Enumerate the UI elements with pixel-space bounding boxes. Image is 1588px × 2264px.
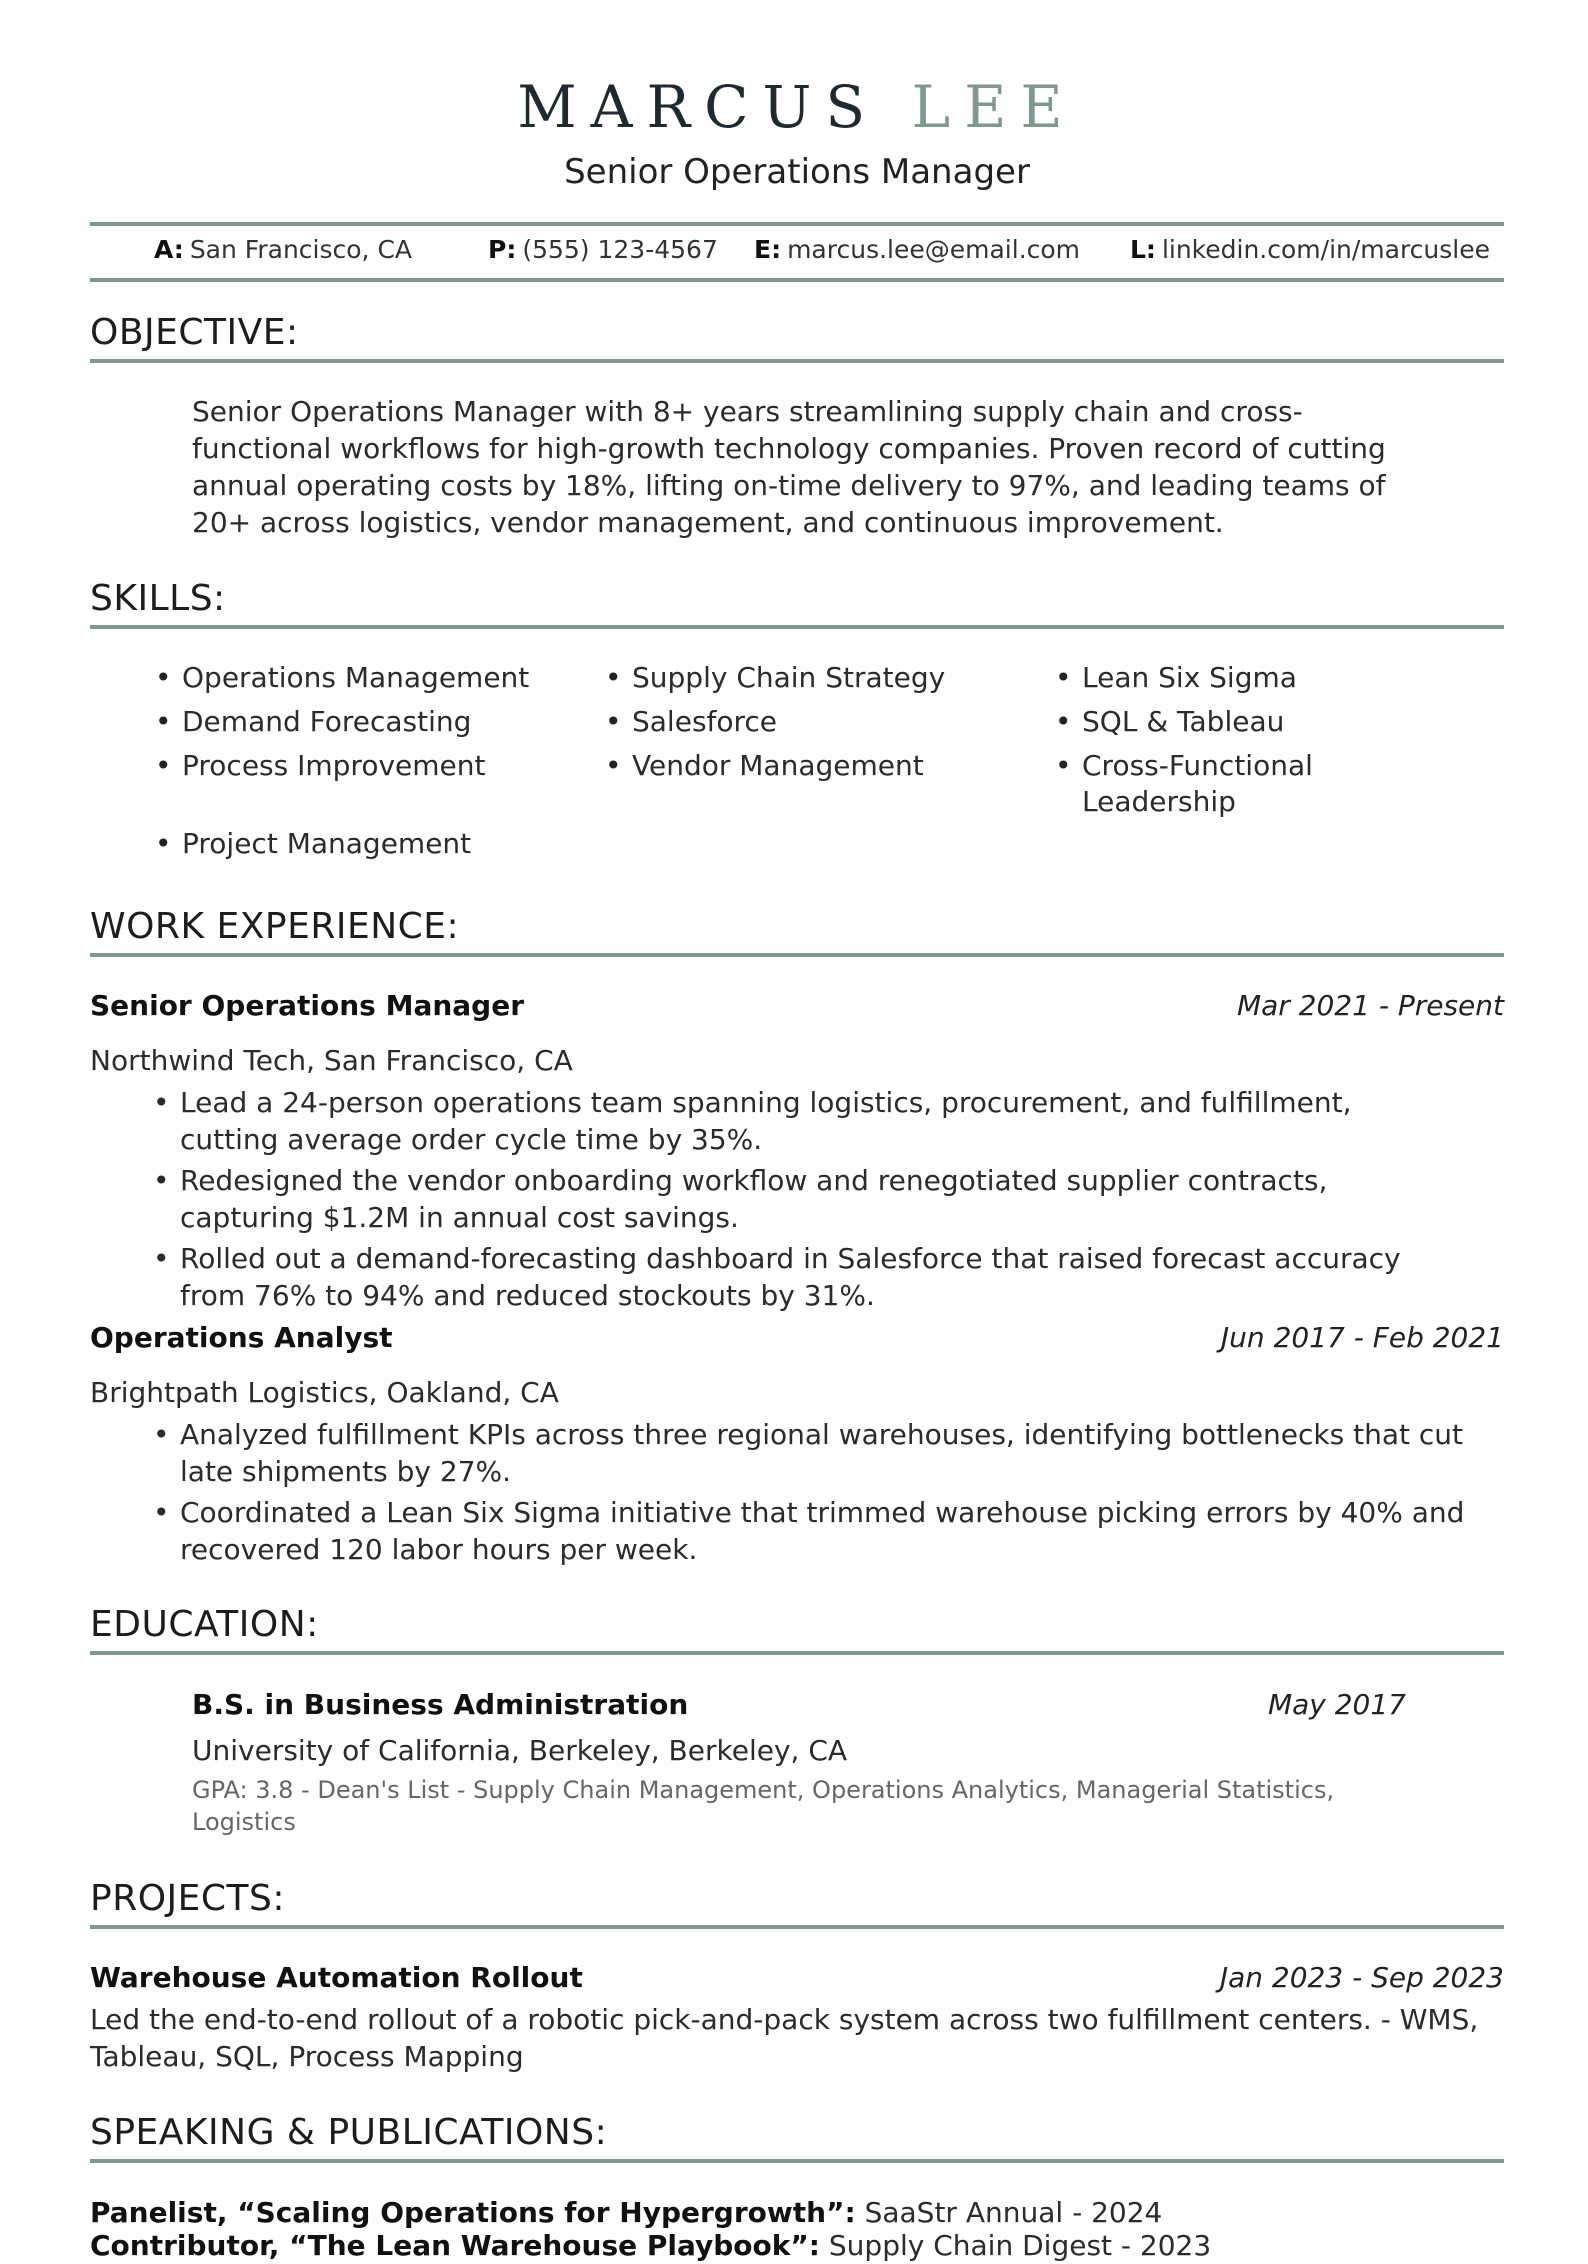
job-title: Operations Analyst	[90, 1321, 393, 1354]
experience-heading: WORK EXPERIENCE:	[90, 906, 460, 947]
projects-heading: PROJECTS:	[90, 1878, 286, 1919]
objective-rule	[90, 359, 1504, 363]
header-rule-top	[90, 222, 1504, 226]
objective-heading: OBJECTIVE:	[90, 312, 299, 353]
education-heading: EDUCATION:	[90, 1604, 319, 1645]
objective-text: Senior Operations Manager with 8+ years streamlining supply chain and cross- functional workflows for high-growth technology companies. Proven record of cutting annual operating costs by 18%, lifting on-time delivery to 97%, and leading teams of 20+ across logistics, vendor management, and continuous improvement.	[192, 395, 1386, 539]
skill-item-continued: Leadership	[1082, 785, 1236, 818]
speaking-heading: SPEAKING & PUBLICATIONS:	[90, 2112, 608, 2153]
skills-heading: SKILLS:	[90, 578, 226, 619]
education-school: University of California, Berkeley, Berkeley, CA	[192, 1734, 848, 1767]
job-bullet: • Lead a 24-person operations team spanning logistics, procurement, and fulfillment, cutting average order cycle time by 35%.	[90, 1084, 1450, 1158]
contact-bar	[90, 230, 1504, 270]
job-dates: Mar 2021 - Present	[1236, 989, 1504, 1022]
projects-rule	[90, 1925, 1504, 1929]
job-company: Brightpath Logistics, Oakland, CA	[90, 1376, 559, 1409]
job-company: Northwind Tech, San Francisco, CA	[90, 1044, 573, 1077]
contact-linkedin[interactable]: L: linkedin.com/in/marcuslee	[1130, 235, 1491, 264]
speaking-item: Contributor, “The Lean Warehouse Playbook”: Supply Chain Digest - 2023	[90, 2229, 1212, 2262]
job-bullets	[90, 1084, 1450, 1318]
skill-item: • Supply Chain Strategy	[632, 656, 945, 700]
skill-item: • SQL & Tableau	[1082, 700, 1284, 744]
job-title: Senior Operations Manager	[90, 989, 525, 1022]
experience-rule	[90, 953, 1504, 957]
skills-rule	[90, 625, 1504, 629]
skill-item: • Salesforce	[632, 700, 777, 744]
skill-item: • Lean Six Sigma	[1082, 656, 1297, 700]
education-degree: B.S. in Business Administration	[192, 1688, 689, 1721]
skill-item: • Project Management	[182, 822, 471, 866]
project-dates: Jan 2023 - Sep 2023	[1219, 1961, 1504, 1994]
job-bullet: • Rolled out a demand-forecasting dashboard in Salesforce that raised forecast accuracy from 76% to 94% and reduced stockouts by 31%.	[90, 1240, 1450, 1314]
job-bullet: • Coordinated a Lean Six Sigma initiative that trimmed warehouse picking errors by 40% and recovered 120 labor hours per week.	[90, 1494, 1470, 1568]
skill-item: • Process Improvement	[182, 744, 485, 788]
skill-item: • Demand Forecasting	[182, 700, 471, 744]
speaking-rule	[90, 2159, 1504, 2163]
skill-item: • Cross-Functional	[1082, 744, 1313, 788]
job-bullet: • Redesigned the vendor onboarding workflow and renegotiated supplier contracts, capturing $1.2M in annual cost savings.	[90, 1162, 1450, 1236]
education-details: GPA: 3.8 - Dean's List - Supply Chain Management, Operations Analytics, Managerial Statistics, Logistics	[192, 1776, 1335, 1836]
project-name: Warehouse Automation Rollout	[90, 1961, 583, 1994]
job-dates: Jun 2017 - Feb 2021	[1220, 1321, 1504, 1354]
speaking-item: Panelist, “Scaling Operations for Hypergrowth”: SaaStr Annual - 2024	[90, 2196, 1163, 2229]
project-description: Led the end-to-end rollout of a robotic pick-and-pack system across two fulfillment centers. - WMS, Tableau, SQL, Process Mapping	[90, 2003, 1479, 2073]
candidate-name	[90, 72, 1504, 142]
candidate-role: Senior Operations Manager	[564, 152, 1030, 192]
education-date: May 2017	[1267, 1688, 1406, 1721]
contact-phone: P: (555) 123-4567	[488, 235, 718, 264]
education-rule	[90, 1651, 1504, 1655]
skill-item: • Vendor Management	[632, 744, 924, 788]
job-bullet: • Analyzed fulfillment KPIs across three regional warehouses, identifying bottlenecks that cut late shipments by 27%.	[90, 1416, 1470, 1490]
first-name: MARCUS	[517, 73, 880, 141]
contact-email[interactable]: E: marcus.lee@email.com	[754, 235, 1081, 264]
skill-item: • Operations Management	[182, 656, 529, 700]
job-bullets	[90, 1416, 1470, 1572]
contact-address: A: San Francisco, CA	[154, 235, 413, 264]
last-name: LEE	[911, 73, 1077, 141]
header-rule-bottom	[90, 278, 1504, 282]
